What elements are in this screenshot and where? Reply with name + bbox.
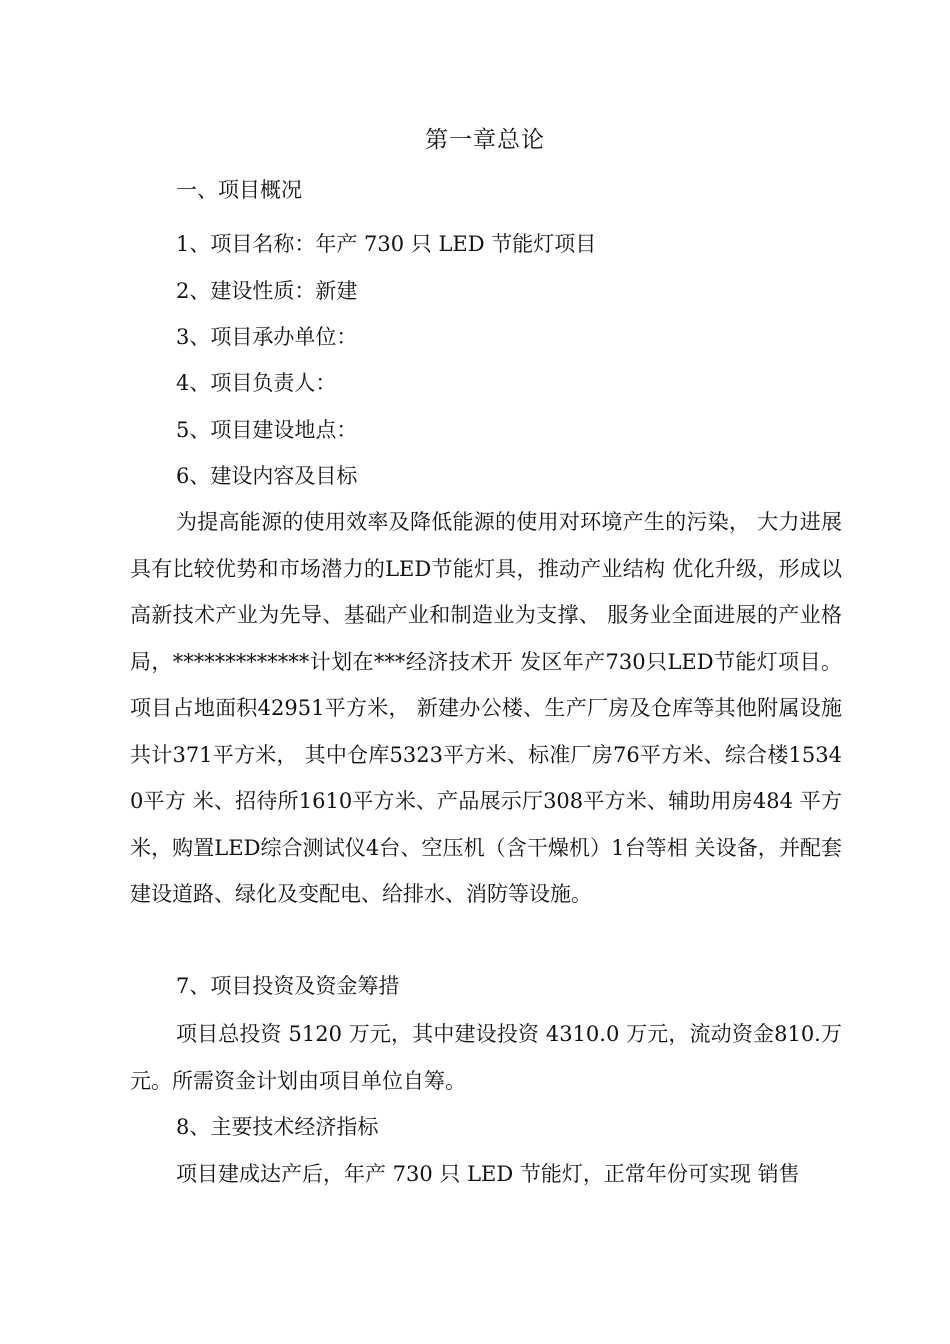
technical-indicators-paragraph: 项目建成达产后，年产 730 只 LED 节能灯，正常年份可实现 销售 [176, 1162, 800, 1186]
construction-site-item: 5、项目建设地点： [176, 418, 358, 442]
chapter-title: 第一章总论 [425, 127, 545, 153]
construction-nature-item: 2、建设性质：新建 [176, 279, 358, 303]
project-leader-item: 4、项目负责人： [176, 371, 337, 395]
section-heading: 一、项目概况 [176, 178, 302, 202]
construction-content-paragraph: 为提高能源的使用效率及降低能源的使用对环境产生的污染， 大力进展具有比较优势和市场潜力的LED节能灯具，推动产业结构 优化升级，形成以高新技术产业为先导、基础产业和制造业为支撑、 服务业全面进展的产业格局，*************计划在***经济技术开 发区年产730只LED节能灯项目。项目占地面积42951平方米， 新建办公楼、生产厂房及仓库等其他附属设施共计371平方米， 其中仓库5323平方米、标准厂房76平方米、综合楼15340平方 米、招待所1610平方米、产品展示厅308平方米、辅助用房484 平方米，购置LED综合测试仪4台、空压机（含干燥机）1台等相 关设备，并配套建设道路、绿化及变配电、给排水、消防等设施。 [130, 510, 842, 906]
investment-heading: 7、项目投资及资金筹措 [176, 974, 400, 998]
undertaking-unit-item: 3、项目承办单位： [176, 325, 358, 349]
technical-indicators-heading: 8、主要技术经济指标 [176, 1115, 379, 1139]
investment-paragraph: 项目总投资 5120 万元，其中建设投资 4310.0 万元，流动资金810.万元。所需资金计划由项目单位自筹。 [130, 1022, 842, 1093]
project-name-item: 1、项目名称：年产 730 只 LED 节能灯项目 [176, 232, 597, 256]
construction-content-heading: 6、建设内容及目标 [176, 464, 358, 488]
